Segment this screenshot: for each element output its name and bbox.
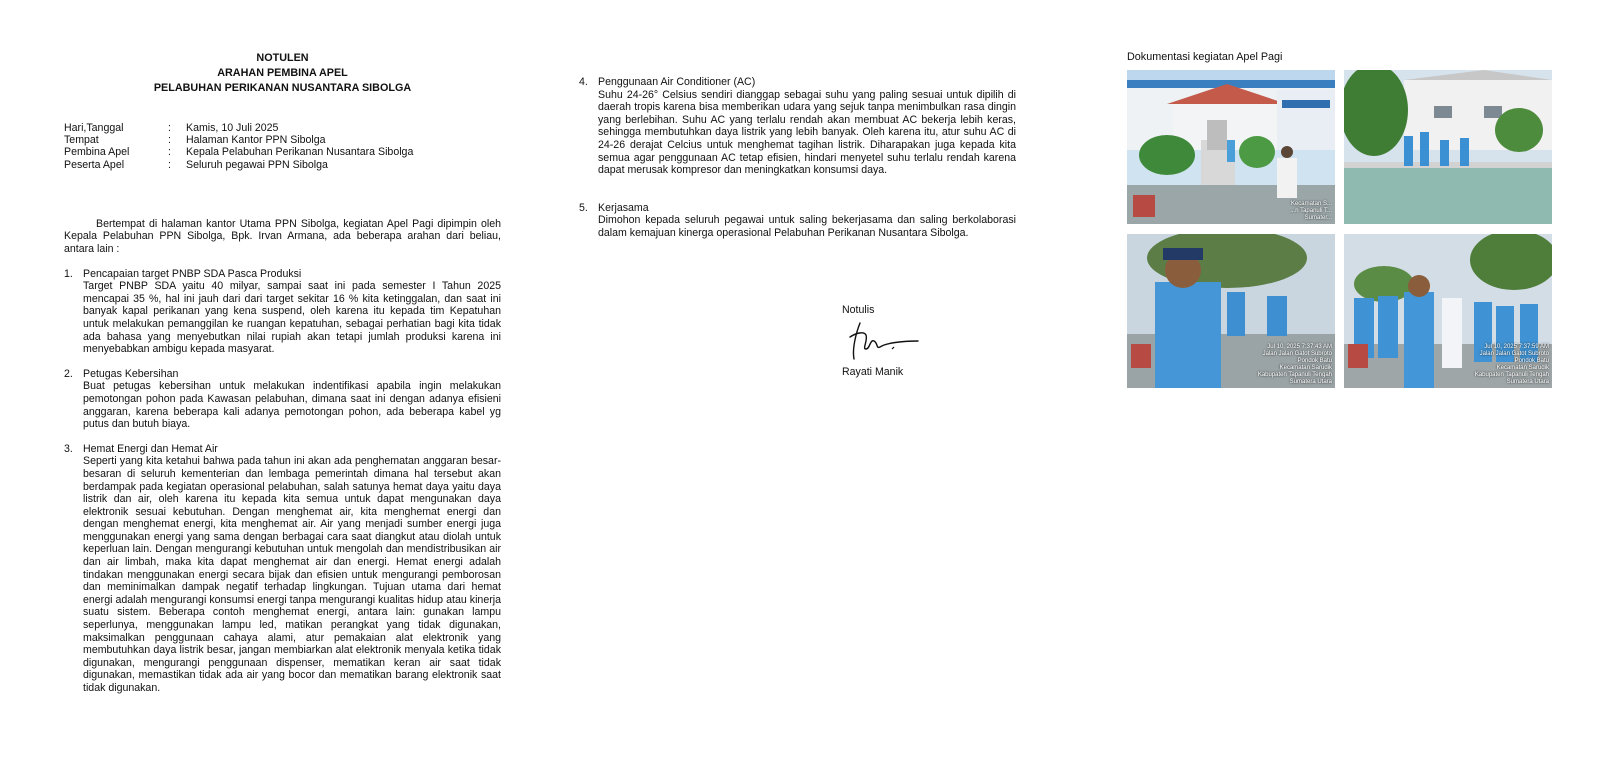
- watermark-line: ...n Tapanuli T...: [1290, 207, 1332, 214]
- signature-name: Rayati Manik: [842, 365, 904, 378]
- meta-colon: :: [168, 134, 171, 147]
- meta-colon: :: [168, 122, 171, 134]
- item-title: Kerjasama: [598, 201, 649, 214]
- meta-table: [64, 122, 501, 171]
- meta-key: Tempat: [64, 134, 99, 147]
- header-subtitle: ARAHAN PEMBINA APEL: [217, 67, 348, 79]
- meta-row-place: [64, 134, 501, 146]
- item-number: 2.: [64, 367, 73, 380]
- notulen-middle-column: [579, 76, 1016, 240]
- item-number: 4.: [579, 76, 588, 88]
- meta-row-participants: [64, 159, 501, 171]
- notulen-left-column: [64, 51, 501, 695]
- header-title: NOTULEN: [256, 52, 309, 64]
- meta-row-leader: [64, 146, 501, 158]
- photo-officers-group: [1344, 234, 1552, 388]
- list-item: [579, 76, 1016, 177]
- watermark-line: Jalan Jalan Gatot Subroto: [1479, 350, 1549, 357]
- list-item: [64, 368, 501, 431]
- watermark-line: Kecamatan Sarudik: [1496, 364, 1549, 371]
- item-number: 1.: [64, 267, 73, 280]
- meta-value: Kepala Pelabuhan Perikanan Nusantara Sibolga: [186, 146, 414, 159]
- item-text: Seperti yang kita ketahui bahwa pada tahun ini akan ada penghematan anggaran besar-besaran di seluruh kementerian dan lembaga pemerintah dimana hal tersebut akan berdampak pada kegiatan operasional pelabuhan, salah satunya hemat daya yaitu daya listrik dan air, oleh karena itu kepada kita semua untuk dapat mengunakan daya elektronik sesuai kebutuhan. Dengan menghemat air, kita menghemat energi dan dengan menghemat energi, kita menghemat air. Air yang menjadi sumber energi juga menggunakan energi yang sama dengan berbagai cara saat diangkut atau diolah untuk keperluan lain. Dengan mengurangi kebutuhan untuk mengolah dan mendistribusikan air dan air limbah, maka kita dapat menghemat air dan energi. Hemat energi adalah tindakan menggunakan energi secara bijak dan efisien untuk mengurangi pemborosan dan meminimalkan dampak negatif terhadap lingkungan. Tujuan utama dari hemat energi adalah mengurangi konsumsi energi tanpa mengurangi kualitas hidup atau kinerja suatu sistem. Beberapa contoh menghemat energi, antara lain: gunakan lampu seperlunya, menggunakan lampu led, matikan perangkat yang tidak digunakan, maksimalkan penggunaan cahaya alami, atur pemakaian alat elektronik yang membutuhkan daya listrik besar, jangan membiarkan alat elektronik menyala ketika tidak digunakan, mengurangi penggunaan dispenser, mematikan keran air saat tidak digunakan, memastikan tidak ada air yang bocor dan mematikan barang elektronik saat tidak digunakan.: [83, 455, 501, 694]
- meta-row-date: [64, 122, 501, 134]
- photo-watermark: [1475, 344, 1549, 386]
- watermark-line: Jul 10, 2025 7:37:59 AM: [1484, 343, 1549, 350]
- photo-officer-closeup: [1127, 234, 1335, 388]
- watermark-line: Jul 10, 2025 7:37:43 AM: [1267, 343, 1332, 350]
- watermark-line: Kecamatan S...: [1290, 200, 1332, 207]
- documentation-title: Dokumentasi kegiatan Apel Pagi: [1127, 51, 1283, 63]
- item-title: Pencapaian target PNBP SDA Pasca Produksi: [83, 267, 302, 280]
- list-item: [64, 268, 501, 356]
- photo-grid: [1127, 70, 1555, 388]
- meta-value: Kamis, 10 Juli 2025: [186, 122, 279, 134]
- item-text: Suhu 24-26° Celsius sendiri dianggap sebagai suhu yang paling sesuai untuk dipilih di daerah tropis karena bisa memberikan udara yang sejuk tanpa menimbulkan rasa dingin yang berlebihan. Suhu AC yang terlalu rendah akan membuat AC bekerja lebih keras, sehingga membutuhkan daya listrik yang lebih banyak. Oleh karena itu, atur suhu AC di 24-26 derajat Celcius untuk menghemat tagihan listrik. Diharapakan juga kepada kita semua agar penggunaan AC tetap efisien, hindari menyetel suhu terlalu rendah karena dapat merusak kompresor dan meningkatkan konsumsi daya.: [598, 88, 1016, 177]
- list-item: [64, 443, 501, 695]
- watermark-line: Kabupaten Tapanuli Tengah: [1474, 371, 1549, 378]
- photo-watermark: [1290, 201, 1332, 222]
- header-institution: PELABUHAN PERIKANAN NUSANTARA SIBOLGA: [153, 82, 412, 94]
- watermark-line: Sumater...: [1304, 214, 1332, 221]
- item-number: 3.: [64, 442, 73, 455]
- watermark-line: Pondok Batu: [1514, 357, 1549, 364]
- watermark-line: Kecamatan Sarudik: [1279, 364, 1332, 371]
- meta-colon: :: [168, 158, 171, 171]
- watermark-line: Sumatera Utara: [1506, 378, 1549, 385]
- handwritten-signature: [842, 319, 922, 363]
- documentation-section: [1127, 51, 1555, 388]
- item-title: Penggunaan Air Conditioner (AC): [598, 76, 756, 88]
- photo-watermark: [1258, 344, 1332, 386]
- list-item: [579, 202, 1016, 240]
- item-text: Dimohon kepada seluruh pegawai untuk saling bekerjasama dan saling berkolaborasi dalam kemajuan kinerga operasional Pelabuhan Perikanan Nusantara Sibolga.: [598, 214, 1016, 239]
- signature-role: Notulis: [842, 304, 875, 316]
- item-text: Buat petugas kebersihan untuk melakukan indentifikasi apabila ingin melakukan pemotongan pohon pada Kawasan pelabuhan, dimana saat ini dengan adanya efisieni anggaran, karena beberapa kali adanya pemotongan pohon, ada beberapa kabel yg putus dan butuh biaya.: [83, 380, 501, 431]
- meta-value: Seluruh pegawai PPN Sibolga: [186, 158, 328, 171]
- meta-colon: :: [168, 146, 171, 159]
- item-number: 5.: [579, 201, 588, 214]
- item-text: Target PNBP SDA yaitu 40 milyar, sampai saat ini pada semester I Tahun 2025 mencapai 35 %, hal ini jauh dari dari target sekitar 16 % kita ketinggalan, dan saat ini banyak kapal perikanan yang kena suspend, oleh karena itu kepada tim Kepatuhan untuk melakukan pemanggilan ke ruangan kepatuhan, sebagai perhatian bagi kita tidak ada bahasa yang menyebutkan nilai rupiah akan tetapi jumlah produksi karena ini menyebabkan ambigu kepada masyarat.: [83, 280, 501, 356]
- watermark-line: Pondok Batu: [1297, 357, 1332, 364]
- meta-key: Peserta Apel: [64, 158, 125, 171]
- photo-officers-line: [1344, 70, 1552, 224]
- watermark-line: Jalan Jalan Gatot Subroto: [1262, 350, 1332, 357]
- watermark-line: Kabupaten Tapanuli Tengah: [1257, 371, 1332, 378]
- document-header: [64, 51, 501, 96]
- meta-value: Halaman Kantor PPN Sibolga: [186, 134, 326, 147]
- photo-office-front: [1127, 70, 1335, 224]
- item-title: Petugas Kebersihan: [83, 367, 179, 380]
- watermark-line: Sumatera Utara: [1289, 378, 1332, 385]
- meta-key: Pembina Apel: [64, 146, 130, 159]
- intro-paragraph: Bertempat di halaman kantor Utama PPN Sibolga, kegiatan Apel Pagi dipimpin oleh Kepala Pelabuhan PPN Sibolga, Bpk. Irvan Armana, ada beberapa arahan dari beliau, antara lain :: [64, 217, 501, 255]
- item-title: Hemat Energi dan Hemat Air: [83, 442, 218, 455]
- signature-block: [842, 304, 962, 378]
- meta-key: Hari,Tanggal: [64, 122, 124, 134]
